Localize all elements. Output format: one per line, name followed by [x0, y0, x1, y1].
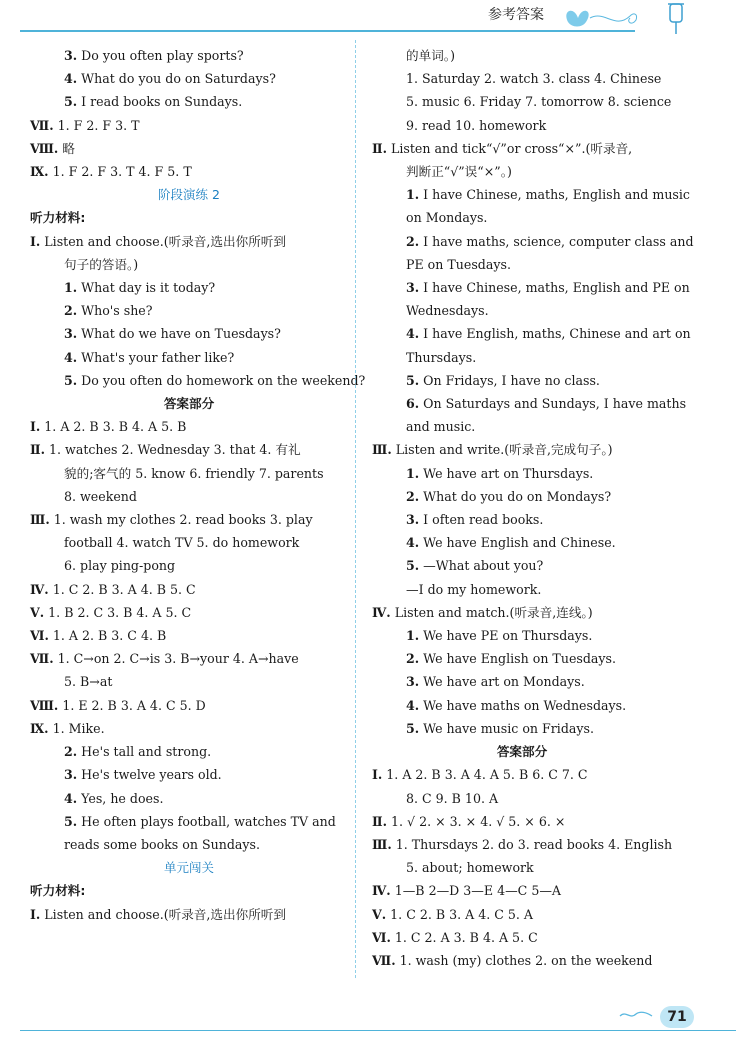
item-number: 5.	[64, 94, 78, 110]
item-text: We have maths on Wednesdays.	[423, 697, 627, 713]
item-text: He's twelve years old.	[81, 767, 222, 783]
footer-rule	[20, 1030, 736, 1031]
text-line	[372, 601, 672, 624]
right-column	[372, 44, 694, 972]
text-line	[30, 346, 348, 369]
text-line	[372, 578, 672, 601]
text-line	[30, 554, 348, 577]
item-text: Who's she?	[81, 303, 153, 319]
item-text: 1. wash my clothes 2. read books 3. play	[53, 512, 313, 528]
item-text: I have Chinese, maths, English and music	[423, 187, 690, 203]
text-line	[30, 392, 348, 415]
text-line	[372, 856, 672, 879]
item-number: 1.	[64, 280, 78, 296]
item-text: He's tall and strong.	[81, 744, 212, 760]
text-line	[372, 647, 672, 670]
item-number: 1.	[406, 628, 420, 644]
text-line	[372, 485, 672, 508]
item-text: 1. Mike.	[52, 720, 105, 736]
item-text: 5. about; homework	[406, 860, 534, 876]
item-text: Listen and choose.(听录音,选出你所听到	[44, 906, 286, 922]
item-number: Ⅱ.	[372, 140, 387, 156]
item-text: What day is it today?	[81, 280, 216, 296]
item-text: We have English on Tuesdays.	[423, 651, 617, 667]
item-number: Ⅷ.	[30, 140, 59, 156]
item-number: Ⅳ.	[372, 883, 391, 899]
item-text: 句子的答语。)	[64, 256, 139, 272]
text-line	[30, 810, 348, 833]
item-text: 1. F 2. F 3. T	[57, 117, 140, 133]
item-text: 1. C→on 2. C→is 3. B→your 4. A→have	[57, 651, 299, 667]
item-number: 3.	[406, 512, 420, 528]
text-line	[30, 694, 348, 717]
item-text: 5. B→at	[64, 674, 113, 690]
item-number: 4.	[64, 349, 78, 365]
item-number: Ⅰ.	[30, 233, 41, 249]
item-text: PE on Tuesdays.	[406, 256, 511, 272]
text-line	[30, 763, 348, 786]
item-text: 貌的;客气的 5. know 6. friendly 7. parents	[64, 465, 324, 481]
item-number: 3.	[64, 326, 78, 342]
item-text: 1. A 2. B 3. A 4. A 5. B 6. C 7. C	[386, 767, 588, 783]
item-number: Ⅵ.	[30, 628, 49, 644]
text-line	[372, 322, 691, 345]
text-line	[30, 322, 348, 345]
item-number: 2.	[64, 744, 78, 760]
item-text: I read books on Sundays.	[81, 94, 243, 110]
item-text: We have art on Thursdays.	[423, 465, 594, 481]
text-line	[30, 206, 348, 229]
item-number: 4.	[406, 326, 420, 342]
item-number: 2.	[406, 651, 420, 667]
item-text: On Fridays, I have no class.	[423, 372, 600, 388]
item-number: Ⅴ.	[372, 906, 387, 922]
text-line	[372, 531, 672, 554]
item-text: 1. E 2. B 3. A 4. C 5. D	[62, 697, 206, 713]
item-number: 6.	[406, 396, 420, 412]
item-text: and music.	[406, 419, 476, 435]
item-text: Listen and match.(听录音,连线。)	[394, 604, 593, 620]
item-text: We have music on Fridays.	[423, 720, 594, 736]
item-number: Ⅲ.	[372, 836, 392, 852]
text-line	[30, 160, 348, 183]
item-text: 阶段演练 2	[158, 187, 220, 203]
item-text: Wednesdays.	[406, 303, 489, 319]
item-text: We have PE on Thursdays.	[423, 628, 593, 644]
text-line	[30, 531, 348, 554]
header-rule	[20, 30, 635, 32]
text-line	[372, 903, 672, 926]
text-line	[30, 717, 348, 740]
item-text: Yes, he does.	[81, 790, 164, 806]
item-text: We have art on Mondays.	[423, 674, 585, 690]
item-text: Listen and write.(听录音,完成句子。)	[395, 442, 613, 458]
text-line	[30, 462, 348, 485]
text-line	[30, 856, 348, 879]
text-line	[30, 670, 348, 693]
item-number: 5.	[64, 813, 78, 829]
item-text: 略	[62, 140, 75, 156]
text-line	[30, 438, 348, 461]
item-number: 2.	[64, 303, 78, 319]
text-line	[372, 160, 672, 183]
text-line	[30, 624, 348, 647]
text-line	[372, 253, 672, 276]
text-line	[372, 137, 672, 160]
text-line	[372, 415, 672, 438]
page-header	[0, 0, 756, 40]
text-line	[30, 90, 348, 113]
item-text: 1—B 2—D 3—E 4—C 5—A	[394, 883, 562, 899]
text-line	[30, 253, 348, 276]
item-text: 9. read 10. homework	[406, 117, 547, 133]
text-line	[372, 787, 672, 810]
item-text: —What about you?	[423, 558, 544, 574]
item-text: Listen and tick“√”or cross“×”.(听录音,	[391, 140, 633, 156]
text-line	[372, 763, 672, 786]
item-text: I have English, maths, Chinese and art on	[423, 326, 691, 342]
item-number: 5.	[406, 720, 420, 736]
item-number: 3.	[406, 674, 420, 690]
page-number: 71	[660, 1006, 694, 1028]
text-line	[30, 508, 348, 531]
item-text: 1. watches 2. Wednesday 3. that 4. 有礼	[49, 442, 301, 458]
item-text: 1. A 2. B 3. B 4. A 5. B	[44, 419, 187, 435]
item-text: reads some books on Sundays.	[64, 836, 260, 852]
item-number: 4.	[64, 71, 78, 87]
item-text: 1. Saturday 2. watch 3. class 4. Chinese	[406, 71, 662, 87]
item-number: 3.	[406, 280, 420, 296]
text-line	[30, 67, 348, 90]
text-line	[372, 114, 672, 137]
item-number: Ⅰ.	[30, 419, 41, 435]
item-text: Thursdays.	[406, 349, 477, 365]
item-text: 单元闯关	[163, 860, 214, 876]
item-text: 8. C 9. B 10. A	[406, 790, 499, 806]
text-line	[30, 833, 348, 856]
text-line	[372, 833, 672, 856]
text-line	[372, 508, 672, 531]
text-line	[372, 67, 672, 90]
item-text: 1. Thursdays 2. do 3. read books 4. English	[395, 836, 673, 852]
item-number: Ⅲ.	[30, 512, 50, 528]
text-line	[372, 462, 672, 485]
text-line	[372, 717, 672, 740]
item-number: 4.	[406, 697, 420, 713]
item-text: 听力材料:	[30, 883, 86, 899]
text-line	[30, 903, 348, 926]
item-number: 3.	[64, 767, 78, 783]
item-number: Ⅳ.	[30, 581, 49, 597]
text-line	[30, 230, 348, 253]
text-line	[372, 230, 694, 253]
text-line	[372, 183, 690, 206]
text-line	[372, 624, 672, 647]
item-text: I have Chinese, maths, English and PE on	[423, 280, 690, 296]
item-text: What do you do on Saturdays?	[81, 71, 276, 87]
item-text: 1. wash (my) clothes 2. on the weekend	[399, 952, 653, 968]
item-number: 5.	[406, 558, 420, 574]
item-text: 1. A 2. B 3. C 4. B	[52, 628, 167, 644]
text-line	[372, 346, 672, 369]
item-text: 的单词。)	[406, 48, 455, 63]
text-line	[372, 90, 672, 113]
item-number: Ⅱ.	[372, 813, 387, 829]
text-line	[30, 740, 348, 763]
item-text: —I do my homework.	[406, 581, 542, 597]
text-line	[372, 926, 672, 949]
item-number: Ⅰ.	[372, 767, 383, 783]
text-line	[372, 694, 672, 717]
left-column	[30, 44, 366, 926]
item-text: 1. √ 2. × 3. × 4. √ 5. × 6. ×	[391, 813, 566, 829]
text-line	[30, 879, 348, 902]
item-text: Listen and choose.(听录音,选出你所听到	[44, 233, 286, 249]
text-line	[372, 299, 672, 322]
item-number: 1.	[406, 187, 420, 203]
text-line	[30, 299, 348, 322]
item-number: Ⅸ.	[30, 720, 49, 736]
item-number: 1.	[406, 465, 420, 481]
item-number: Ⅰ.	[30, 906, 41, 922]
text-line	[372, 44, 672, 67]
text-line	[30, 369, 366, 392]
item-text: 1. F 2. F 3. T 4. F 5. T	[52, 164, 192, 180]
item-number: Ⅵ.	[372, 929, 391, 945]
butterfly-lantern-icon	[560, 0, 690, 36]
item-text: on Mondays.	[406, 210, 488, 226]
text-line	[372, 670, 672, 693]
item-number: 3.	[64, 48, 78, 63]
item-text: 听力材料:	[30, 210, 86, 226]
bird-icon	[618, 1008, 654, 1024]
item-text: 5. music 6. Friday 7. tomorrow 8. science	[406, 94, 672, 110]
item-text: What's your father like?	[81, 349, 235, 365]
item-text: What do you do on Mondays?	[423, 488, 612, 504]
item-text: 答案部分	[496, 744, 548, 760]
item-text: 1. C 2. B 3. A 4. C 5. A	[390, 906, 533, 922]
item-number: Ⅶ.	[372, 952, 396, 968]
text-line	[372, 369, 672, 392]
item-number: Ⅶ.	[30, 651, 54, 667]
text-line	[372, 438, 672, 461]
item-text: 答案部分	[163, 396, 215, 412]
header-title: 参考答案	[488, 7, 544, 23]
item-text: football 4. watch TV 5. do homework	[64, 535, 300, 551]
text-line	[30, 114, 348, 137]
item-text: I often read books.	[423, 512, 544, 528]
text-line	[372, 554, 672, 577]
text-line	[30, 578, 348, 601]
item-text: 1. C 2. B 3. A 4. B 5. C	[52, 581, 196, 597]
item-number: Ⅶ.	[30, 117, 54, 133]
item-text: 判断正“√”误“×”。)	[406, 164, 512, 180]
item-text: I have maths, science, computer class and	[423, 233, 694, 249]
item-number: Ⅳ.	[372, 604, 391, 620]
column-divider	[355, 40, 356, 978]
text-line	[30, 183, 348, 206]
item-number: 4.	[64, 790, 78, 806]
item-text: Do you often play sports?	[81, 48, 244, 63]
text-line	[30, 137, 348, 160]
text-line	[372, 740, 672, 763]
item-number: 4.	[406, 535, 420, 551]
item-number: 2.	[406, 488, 420, 504]
item-text: 8. weekend	[64, 488, 137, 504]
item-number: Ⅷ.	[30, 697, 59, 713]
item-text: 6. play ping-pong	[64, 558, 176, 574]
text-line	[372, 206, 672, 229]
text-line	[30, 276, 348, 299]
text-line	[372, 392, 687, 415]
item-text: 1. B 2. C 3. B 4. A 5. C	[48, 604, 192, 620]
item-number: Ⅲ.	[372, 442, 392, 458]
item-text: Do you often do homework on the weekend?	[81, 372, 366, 388]
item-text: On Saturdays and Sundays, I have maths	[423, 396, 687, 412]
text-line	[30, 485, 348, 508]
item-number: 5.	[64, 372, 78, 388]
text-line	[30, 787, 348, 810]
item-text: We have English and Chinese.	[423, 535, 616, 551]
item-number: Ⅸ.	[30, 164, 49, 180]
text-line	[30, 44, 348, 67]
item-number: Ⅴ.	[30, 604, 45, 620]
text-line	[372, 949, 672, 972]
text-line	[372, 276, 690, 299]
item-number: Ⅱ.	[30, 442, 45, 458]
item-text: 1. C 2. A 3. B 4. A 5. C	[394, 929, 538, 945]
item-number: 2.	[406, 233, 420, 249]
text-line	[30, 647, 348, 670]
text-line	[372, 879, 672, 902]
item-number: 5.	[406, 372, 420, 388]
text-line	[30, 601, 348, 624]
text-line	[372, 810, 672, 833]
text-line	[30, 415, 348, 438]
item-text: He often plays football, watches TV and	[81, 813, 336, 829]
item-text: What do we have on Tuesdays?	[81, 326, 281, 342]
